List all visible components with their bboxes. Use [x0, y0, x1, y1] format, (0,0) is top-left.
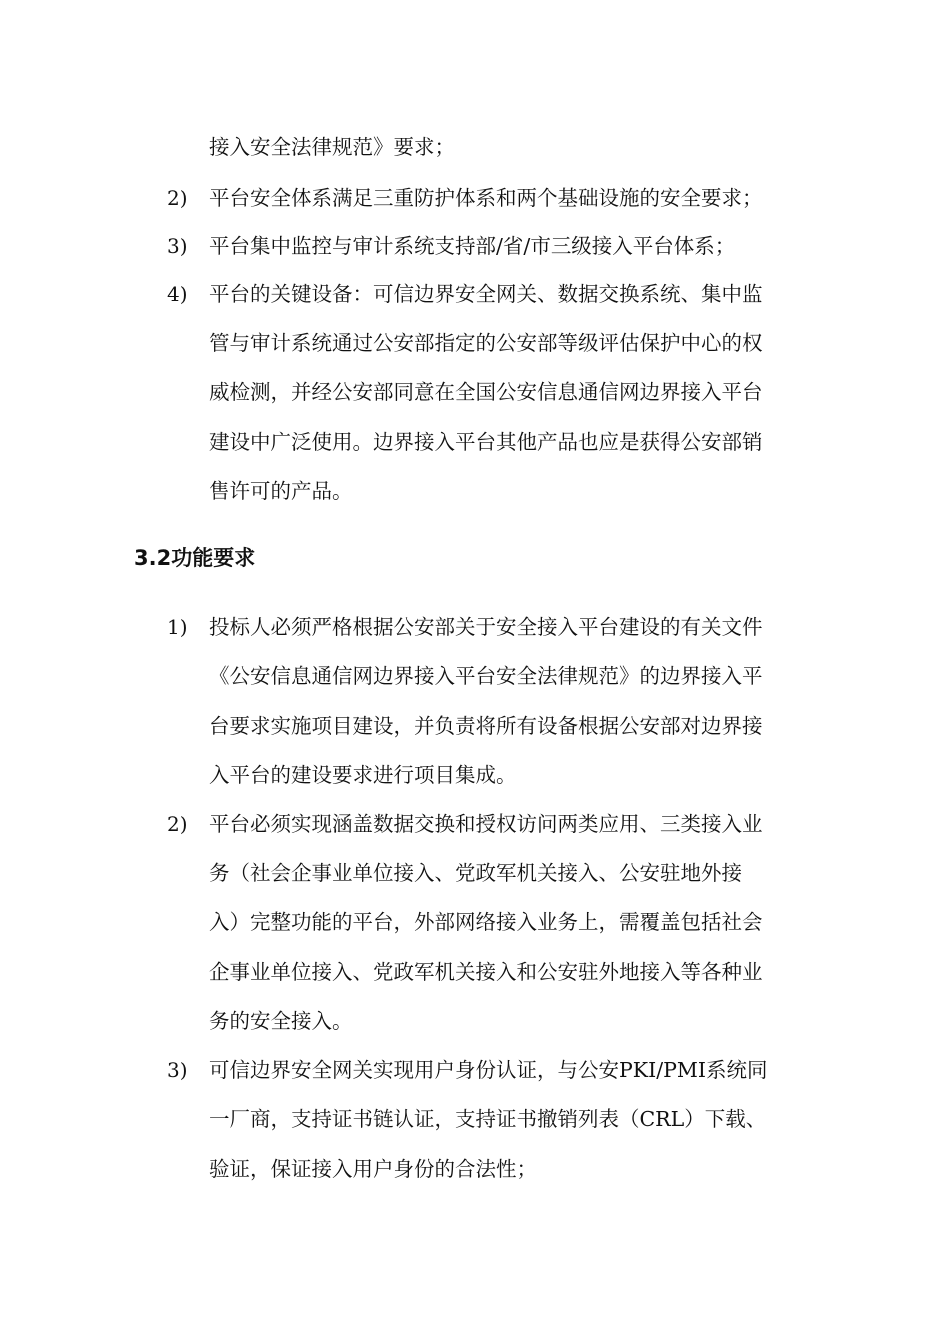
item-text-line: 平台安全体系满足三重防护体系和两个基础设施的安全要求；: [209, 186, 763, 210]
item-text-line: 管与审计系统通过公安部指定的公安部等级评估保护中心的权: [209, 331, 763, 355]
item-text-line: 平台的关键设备：可信边界安全网关、数据交换系统、集中监: [209, 282, 763, 306]
item-number: 3): [167, 1058, 188, 1082]
item-text-line: 可信边界安全网关实现用户身份认证，与公安PKI/PMI系统同: [209, 1058, 768, 1082]
item-text-line: 台要求实施项目建设，并负责将所有设备根据公安部对边界接: [209, 714, 763, 738]
item-text-line: 投标人必须严格根据公安部关于安全接入平台建设的有关文件: [209, 615, 763, 639]
item-text-line: 售许可的产品。: [209, 479, 353, 503]
item-text-line: 威检测，并经公安部同意在全国公安信息通信网边界接入平台: [209, 380, 763, 404]
item-text-line: 企事业单位接入、党政军机关接入和公安驻外地接入等各种业: [209, 960, 763, 984]
item-text-line: 入）完整功能的平台，外部网络接入业务上，需覆盖包括社会: [209, 910, 763, 934]
item-text-line: 平台必须实现涵盖数据交换和授权访问两类应用、三类接入业: [209, 812, 763, 836]
item-text-line: 务（社会企事业单位接入、党政军机关接入、公安驻地外接: [209, 861, 742, 885]
item-number: 4): [167, 282, 188, 306]
item-text-line: 一厂商，支持证书链认证，支持证书撤销列表（CRL）下载、: [209, 1107, 767, 1131]
item-text-line: 验证，保证接入用户身份的合法性；: [209, 1157, 537, 1181]
item-number: 2): [167, 186, 188, 210]
item-text-line: 建设中广泛使用。边界接入平台其他产品也应是获得公安部销: [209, 430, 763, 454]
item-text-line: 《公安信息通信网边界接入平台安全法律规范》的边界接入平: [209, 664, 763, 688]
item-text-line: 务的安全接入。: [209, 1009, 353, 1033]
item-text-line: 接入安全法律规范》要求；: [209, 135, 455, 159]
item-number: 3): [167, 234, 188, 258]
item-number: 1): [167, 615, 188, 639]
section-heading: 3.2功能要求: [134, 546, 256, 570]
item-number: 2): [167, 812, 188, 836]
item-text-line: 平台集中监控与审计系统支持部/省/市三级接入平台体系；: [209, 234, 736, 258]
item-text-line: 入平台的建设要求进行项目集成。: [209, 763, 517, 787]
